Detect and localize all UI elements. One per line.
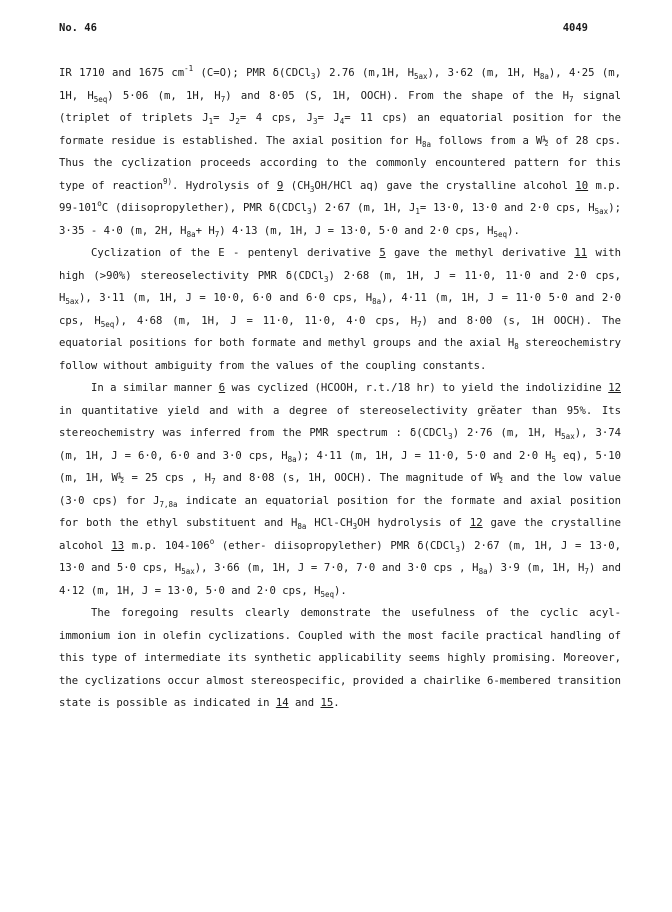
compound-number: 12 bbox=[469, 517, 483, 529]
text-run: = 11 cps) an equatorial position for the formate residue is established. The axial position for H bbox=[59, 112, 622, 147]
paragraph bbox=[59, 242, 621, 377]
text-run: OH/HCl aq) gave the crystalline alcohol bbox=[314, 179, 576, 192]
subscript: 7 bbox=[211, 477, 216, 486]
text-run: IR 1710 and 1675 cm bbox=[59, 67, 185, 79]
subscript: 3 bbox=[323, 274, 329, 284]
subscript: 5ax bbox=[181, 567, 195, 576]
text-run: follows from a W½ of 28 cps. Thus the cyclization proceeds according to the commonly encountered pattern for this type of reaction bbox=[59, 134, 621, 192]
text-run: C (diisopropylether), PMR δ(CDCl bbox=[101, 202, 308, 214]
page-header bbox=[59, 22, 588, 34]
superscript: -1 bbox=[184, 64, 194, 73]
text-run: was cyclized (HCOOH, r.t./18 hr) to yield the indolizidine bbox=[225, 382, 609, 394]
subscript: 5eq bbox=[93, 94, 108, 104]
subscript: 8a bbox=[287, 454, 297, 464]
subscript: 5eq bbox=[493, 229, 508, 239]
compound-number: 13 bbox=[111, 539, 125, 552]
text-run: (CH bbox=[283, 179, 310, 192]
text-run: ); 3·35 - 4·0 (m, 2H, H bbox=[59, 202, 621, 237]
text-run: in quantitative yield and with a degree of stereoselectivity grĕater than 95%. Its stereochemistry was inferred from the PMR spectrum : δ(CDCl bbox=[59, 404, 621, 439]
subscript: 7 bbox=[220, 94, 226, 104]
text-run: ), 3·62 (m, 1H, H bbox=[427, 67, 540, 79]
text-run: ), 4·68 (m, 1H, J = 11·0, 11·0, 4·0 cps, H bbox=[114, 314, 417, 327]
subscript: 3 bbox=[448, 432, 453, 441]
text-run: ) and 8·05 (S, 1H, OOCH). From the shape of the H bbox=[225, 89, 569, 102]
compound-number: 9 bbox=[277, 179, 284, 192]
text-run: . bbox=[333, 697, 340, 709]
text-run: ) 5·06 (m, 1H, H bbox=[107, 89, 221, 102]
text-run: OH hydrolysis of bbox=[357, 517, 470, 529]
text-run: ) 3·9 (m, 1H, H bbox=[487, 562, 585, 574]
text-run: ), 3·66 (m, 1H, J = 7·0, 7·0 and 3·0 cps , H bbox=[194, 562, 479, 574]
compound-number: 10 bbox=[575, 179, 589, 192]
subscript: 3 bbox=[310, 72, 316, 81]
subscript: 8a bbox=[186, 229, 196, 239]
paragraph bbox=[59, 377, 621, 602]
text-run: The foregoing results clearly demonstrate the usefulness of the cyclic acyl-immonium ion in olefin cyclizations. Coupled with the most facile practical handling of this type of intermediate its synthetic applicability seems highly promising. Moreover, the cyclizations occur almost stereospecific, provided a chairlike 6-membered transition state is possible as indicated in bbox=[59, 607, 621, 709]
subscript: 3 bbox=[352, 522, 358, 531]
subscript: 4 bbox=[339, 117, 345, 126]
subscript: 7 bbox=[417, 319, 422, 329]
subscript: 5ax bbox=[65, 297, 79, 306]
compound-number: 14 bbox=[275, 697, 289, 709]
subscript: 5eq bbox=[320, 589, 335, 599]
compound-number: 15 bbox=[320, 697, 334, 709]
text-run: = J bbox=[317, 112, 340, 124]
subscript: 1 bbox=[208, 117, 214, 126]
text-run: (ether- diisopropylether) PMR δ(CDCl bbox=[214, 539, 456, 552]
text-run: gave the crystalline alcohol bbox=[59, 517, 622, 552]
subscript: 3 bbox=[309, 184, 315, 194]
subscript: 8 bbox=[514, 342, 519, 351]
text-run: (C=O); PMR δ(CDCl bbox=[193, 67, 311, 79]
compound-number: 6 bbox=[218, 382, 226, 394]
text-run: = J bbox=[213, 112, 236, 124]
text-run: . Hydrolysis of bbox=[172, 179, 277, 192]
text-run: ). bbox=[334, 584, 347, 597]
subscript: 3 bbox=[307, 207, 312, 216]
subscript: 8a bbox=[539, 72, 549, 81]
subscript: 7 bbox=[584, 567, 589, 576]
text-run: ) 2·68 (m, 1H, J = 11·0, 11·0 and 2·0 cps, H bbox=[59, 269, 622, 304]
compound-number: 5 bbox=[379, 247, 386, 259]
subscript: 3 bbox=[312, 117, 318, 126]
subscript: 5eq bbox=[100, 319, 115, 329]
subscript: 5ax bbox=[594, 207, 609, 216]
text-run: = 13·0, 13·0 and 2·0 cps, H bbox=[419, 202, 595, 214]
subscript: 5ax bbox=[561, 432, 575, 441]
text-run: m.p. 99-101 bbox=[59, 179, 621, 214]
paragraph bbox=[59, 62, 621, 242]
text-run: ) 2·76 (m, 1H, H bbox=[452, 427, 562, 439]
text-run: eq), 5·10 (m, 1H, W½ = 25 cps , H bbox=[59, 449, 622, 484]
text-run: ) 4·13 (m, 1H, J = 13·0, 5·0 and 2·0 cps, H bbox=[219, 224, 494, 237]
text-run: ), 3·74 (m, 1H, J = 6·0, 6·0 and 3·0 cps, H bbox=[59, 427, 621, 462]
text-run: HCl-CH bbox=[306, 517, 353, 529]
text-run: ) 2·67 (m, 1H, J = 13·0, 13·0 and 5·0 cps, H bbox=[59, 539, 621, 574]
text-run: m.p. 104-106 bbox=[124, 539, 210, 552]
text-run: + H bbox=[195, 224, 215, 237]
subscript: 2 bbox=[235, 117, 240, 126]
paragraph bbox=[59, 602, 621, 715]
text-run: ), 4·25 (m, 1H, H bbox=[59, 67, 621, 102]
subscript: 5ax bbox=[413, 72, 428, 81]
subscript: 8a bbox=[478, 567, 488, 576]
compound-number: 11 bbox=[574, 247, 588, 259]
text-run: ); 4·11 (m, 1H, J = 11·0, 5·0 and 2·0 H bbox=[296, 449, 552, 462]
subscript: 7,8a bbox=[159, 499, 178, 509]
text-run: In a similar manner bbox=[91, 382, 219, 394]
subscript: 7 bbox=[568, 94, 574, 104]
subscript: 8a bbox=[372, 297, 382, 306]
journal-issue-number: No. 46 bbox=[59, 22, 97, 34]
superscript: 9) bbox=[163, 176, 173, 186]
text-run: ) and 4·12 (m, 1H, J = 13·0, 5·0 and 2·0 cps, H bbox=[59, 562, 622, 597]
text-run: ) 2.76 (m,1H, H bbox=[315, 67, 414, 79]
superscript: o bbox=[209, 536, 215, 546]
text-run: indicate an equatorial position for the formate and axial position for both the ethyl substituent and H bbox=[59, 494, 622, 529]
page-number: 4049 bbox=[562, 22, 588, 34]
subscript: 8a bbox=[297, 522, 307, 531]
text-run: gave the methyl derivative bbox=[385, 247, 575, 259]
subscript: 8a bbox=[421, 139, 431, 149]
text-run: with high (>90%) stereoselectivity PMR δ(CDCl bbox=[59, 247, 621, 282]
text-run: = 4 cps, J bbox=[239, 112, 313, 124]
text-run: ) and 8·00 (s, 1H OOCH). The equatorial positions for both formate and methyl groups and the axial H bbox=[59, 314, 621, 349]
compound-number: 12 bbox=[608, 382, 621, 394]
superscript: o bbox=[97, 199, 102, 208]
text-run: and bbox=[288, 697, 321, 709]
text-run: Cyclization of the E - pentenyl derivative bbox=[91, 247, 380, 259]
text-run: ), 4·11 (m, 1H, J = 11·0 5·0 and 2·0 cps, H bbox=[59, 292, 621, 327]
text-run: signal (triplet of triplets J bbox=[59, 89, 621, 124]
subscript: 7 bbox=[214, 229, 220, 239]
subscript: 3 bbox=[455, 544, 460, 554]
text-run: and 8·08 (s, 1H, OOCH). The magnitude of W½ and the low value (3·0 cps) for J bbox=[59, 472, 622, 507]
text-run: ), 3·11 (m, 1H, J = 10·0, 6·0 and 6·0 cps, H bbox=[78, 292, 373, 304]
text-run: ). bbox=[507, 224, 520, 237]
subscript: 1 bbox=[415, 207, 420, 216]
text-run: ) 2·67 (m, 1H, J bbox=[311, 202, 416, 214]
text-run: stereochemistry follow without ambiguity from the values of the coupling constants. bbox=[59, 337, 621, 372]
article-body bbox=[59, 62, 621, 715]
subscript: 5 bbox=[551, 454, 557, 464]
